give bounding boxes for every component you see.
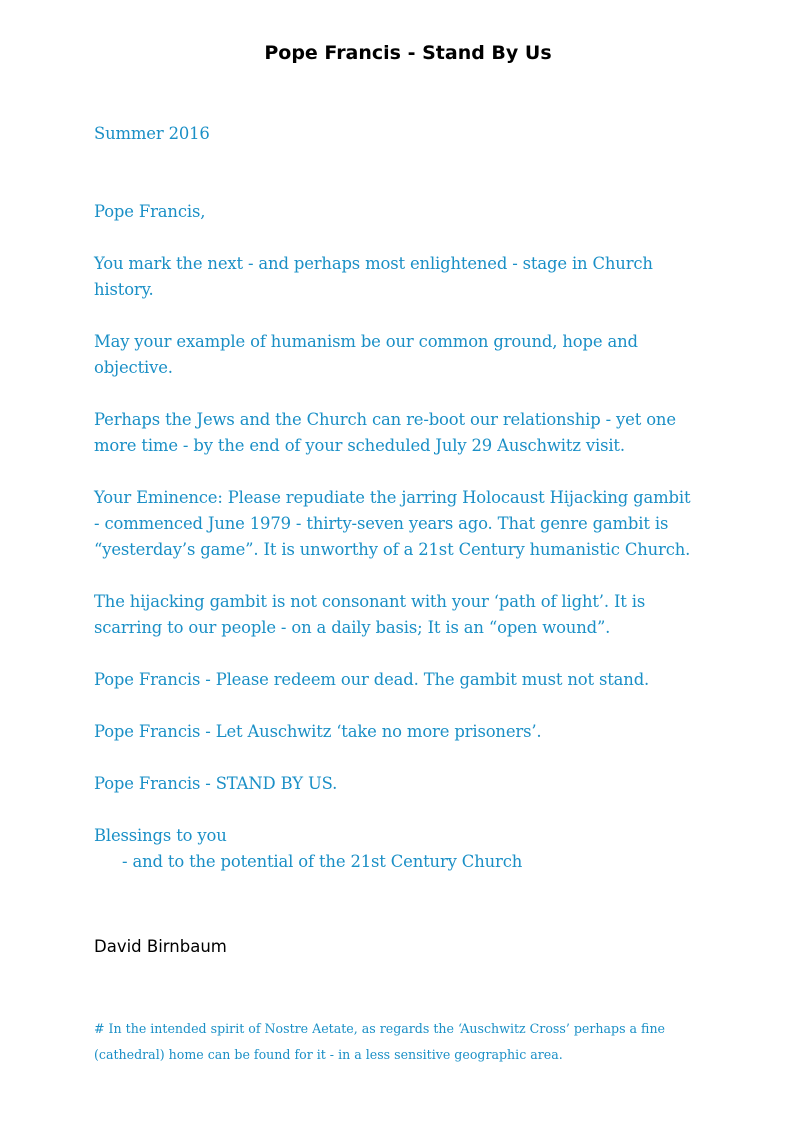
paragraph-stand-by-us bbox=[94, 771, 734, 797]
paragraph-reboot-relationship bbox=[94, 407, 734, 459]
text-line: - commenced June 1979 - thirty-seven years ago. That genre gambit is bbox=[94, 514, 669, 533]
paragraph-path-of-light bbox=[94, 589, 734, 641]
document-title: Pope Francis - Stand By Us bbox=[264, 42, 552, 64]
closing-line-indented: - and to the potential of the 21st Century Church bbox=[122, 852, 523, 871]
salutation: Pope Francis, bbox=[94, 202, 206, 221]
text-line: Your Eminence: Please repudiate the jarring Holocaust Hijacking gambit bbox=[94, 488, 691, 507]
letter-date: Summer 2016 bbox=[94, 124, 210, 143]
letter-closing bbox=[94, 823, 734, 875]
signature: David Birnbaum bbox=[94, 937, 227, 956]
paragraph-enlightened-stage bbox=[94, 251, 734, 303]
text-line: May your example of humanism be our common ground, hope and bbox=[94, 332, 638, 351]
text-line: scarring to our people - on a daily basis; It is an “open wound”. bbox=[94, 618, 611, 637]
letter-body bbox=[94, 121, 734, 875]
text-line: Perhaps the Jews and the Church can re-boot our relationship - yet one bbox=[94, 410, 676, 429]
text-line: Pope Francis - Let Auschwitz ‘take no more prisoners’. bbox=[94, 722, 542, 741]
paragraph-humanism bbox=[94, 329, 734, 381]
footnote bbox=[94, 1016, 734, 1068]
paragraph-redeem-dead bbox=[94, 667, 734, 693]
paragraph-repudiate-gambit bbox=[94, 485, 734, 563]
footnote-line: # In the intended spirit of Nostre Aetate, as regards the ‘Auschwitz Cross’ perhaps a fine bbox=[94, 1021, 666, 1036]
text-line: history. bbox=[94, 280, 154, 299]
text-line: Pope Francis - Please redeem our dead. The gambit must not stand. bbox=[94, 670, 650, 689]
text-line: more time - by the end of your scheduled July 29 Auschwitz visit. bbox=[94, 436, 625, 455]
footnote-line: (cathedral) home can be found for it - in a less sensitive geographic area. bbox=[94, 1047, 563, 1062]
paragraph-no-more-prisoners bbox=[94, 719, 734, 745]
text-line: “yesterday’s game”. It is unworthy of a 21st Century humanistic Church. bbox=[94, 540, 691, 559]
text-line: You mark the next - and perhaps most enlightened - stage in Church bbox=[94, 254, 653, 273]
text-line: Pope Francis - STAND BY US. bbox=[94, 774, 338, 793]
text-line: objective. bbox=[94, 358, 173, 377]
closing-line: Blessings to you bbox=[94, 826, 227, 845]
text-line: The hijacking gambit is not consonant with your ‘path of light’. It is bbox=[94, 592, 646, 611]
